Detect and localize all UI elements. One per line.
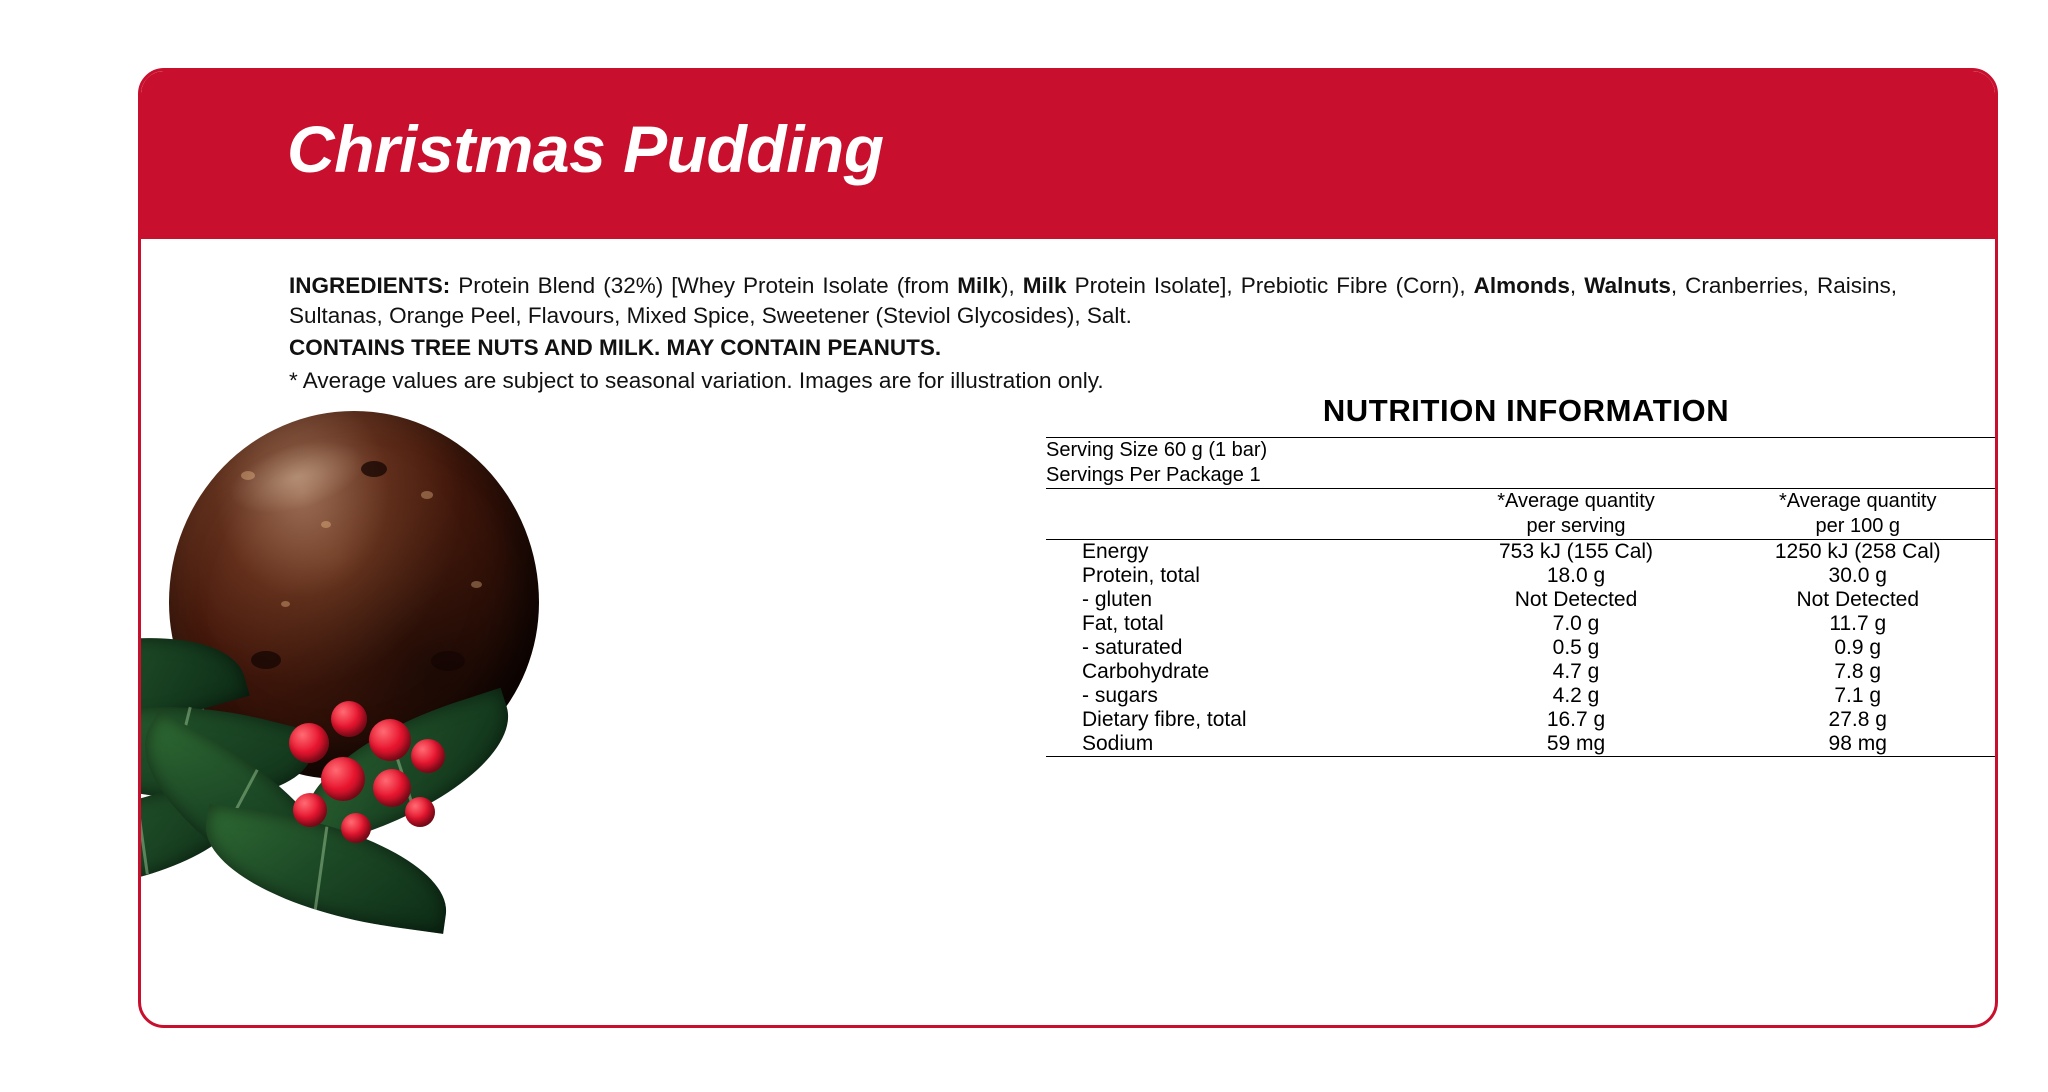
nutrient-per-100g: Not Detected: [1796, 588, 1920, 611]
per-serving-header-line2: per serving: [1526, 515, 1626, 537]
nutrient-per-100g: 0.9 g: [1834, 636, 1882, 659]
table-row: [1046, 612, 1998, 636]
nutrition-table: [1046, 437, 1998, 757]
nutrient-per-100g: 98 mg: [1828, 732, 1887, 755]
column-headers-row: [1046, 489, 1998, 540]
table-row: [1046, 588, 1998, 612]
per-serving-header-line1: *Average quantity: [1497, 490, 1655, 512]
holly-berry: [331, 701, 367, 737]
allergen-highlight: Walnuts: [1584, 273, 1671, 298]
table-row: [1046, 660, 1998, 684]
per-100g-header-line1: *Average quantity: [1778, 490, 1937, 512]
table-row: [1046, 708, 1998, 732]
ingredients-block: [289, 271, 1897, 396]
per-100g-header-line2: per 100 g: [1815, 515, 1900, 537]
ingredient-text: ,: [1569, 273, 1585, 298]
nutrient-per-100g: 27.8 g: [1828, 708, 1887, 731]
nutrient-per-serving: 59 mg: [1546, 732, 1606, 755]
holly-berry: [369, 719, 411, 761]
table-row: [1046, 636, 1998, 660]
serving-info-row: [1046, 438, 1998, 488]
table-row: [1046, 684, 1998, 708]
nutrient-name: Fat, total: [1082, 612, 1164, 635]
holly-berry: [289, 723, 329, 763]
allergen-highlight: Milk: [1022, 273, 1067, 298]
nutrition-panel: [1046, 393, 1998, 757]
nutrient-name: - sugars: [1082, 684, 1158, 707]
nutrient-per-100g: 7.1 g: [1834, 684, 1882, 707]
pudding-speck: [471, 581, 482, 588]
ingredients-paragraph: [289, 271, 1897, 331]
pudding-crevice: [361, 461, 387, 477]
ingredient-text: , Cranberries, Raisins, Sultanas, Orange Peel, Flavours, Mixed Spice, Sweetener (Steviol Glycosides), Salt.: [289, 273, 1897, 328]
nutrition-heading: NUTRITION INFORMATION: [1322, 393, 1730, 428]
nutrient-name: - saturated: [1082, 636, 1183, 659]
nutrient-per-serving: 16.7 g: [1546, 708, 1606, 731]
pudding-speck: [321, 521, 331, 528]
ingredients-heading: INGREDIENTS:: [289, 273, 451, 298]
ingredient-text: ),: [1000, 273, 1023, 298]
holly-berry: [293, 793, 327, 827]
holly-berry: [341, 813, 371, 843]
page-title: Christmas Pudding: [287, 112, 884, 186]
ingredient-text: Protein Isolate], Prebiotic Fibre (Corn),: [1066, 273, 1474, 298]
ingredient-text: Protein Blend (32%) [Whey Protein Isolate (from: [450, 273, 958, 298]
allergen-highlight: Almonds: [1473, 273, 1570, 298]
table-row: [1046, 540, 1998, 565]
holly-berry: [321, 757, 365, 801]
pudding-crevice: [251, 651, 281, 669]
table-row: [1046, 564, 1998, 588]
holly-berry: [405, 797, 435, 827]
serving-size: Serving Size 60 g (1 bar): [1046, 439, 1268, 461]
nutrient-name: Energy: [1082, 540, 1149, 563]
nutrient-per-serving: 0.5 g: [1552, 636, 1600, 659]
nutrient-per-100g: 1250 kJ (258 Cal): [1774, 540, 1941, 563]
nutrient-per-serving: Not Detected: [1514, 588, 1638, 611]
nutrient-name: Protein, total: [1082, 564, 1200, 587]
title-banner: [141, 71, 1995, 239]
pudding-crevice: [431, 651, 465, 671]
nutrient-per-serving: 4.2 g: [1552, 684, 1600, 707]
pudding-speck: [281, 601, 290, 607]
nutrient-per-serving: 7.0 g: [1552, 612, 1600, 635]
nutrient-per-serving: 4.7 g: [1552, 660, 1600, 683]
nutrient-per-serving: 18.0 g: [1546, 564, 1606, 587]
servings-per-package: Servings Per Package 1: [1046, 464, 1261, 486]
pudding-speck: [421, 491, 433, 499]
nutrient-per-100g: 7.8 g: [1834, 660, 1882, 683]
disclaimer-text: * Average values are subject to seasonal variation. Images are for illustration only.: [289, 368, 1104, 393]
nutrient-per-100g: 11.7 g: [1829, 612, 1887, 635]
nutrient-name: Dietary fibre, total: [1082, 708, 1247, 731]
holly-berry: [373, 769, 411, 807]
nutrient-name: Carbohydrate: [1082, 660, 1210, 683]
pudding-speck: [241, 471, 255, 480]
table-row: [1046, 732, 1998, 756]
nutrient-name: Sodium: [1082, 732, 1154, 755]
nutrient-per-serving: 753 kJ (155 Cal): [1498, 540, 1654, 563]
nutrient-name: - gluten: [1082, 588, 1153, 611]
allergen-highlight: Milk: [957, 273, 1001, 298]
product-label-card: [138, 68, 1998, 1028]
table-rule: [1046, 756, 1998, 757]
holly-berry: [411, 739, 445, 773]
product-image: [138, 401, 701, 1028]
allergen-statement: CONTAINS TREE NUTS AND MILK. MAY CONTAIN PEANUTS.: [289, 335, 942, 360]
nutrient-per-100g: 30.0 g: [1828, 564, 1887, 587]
